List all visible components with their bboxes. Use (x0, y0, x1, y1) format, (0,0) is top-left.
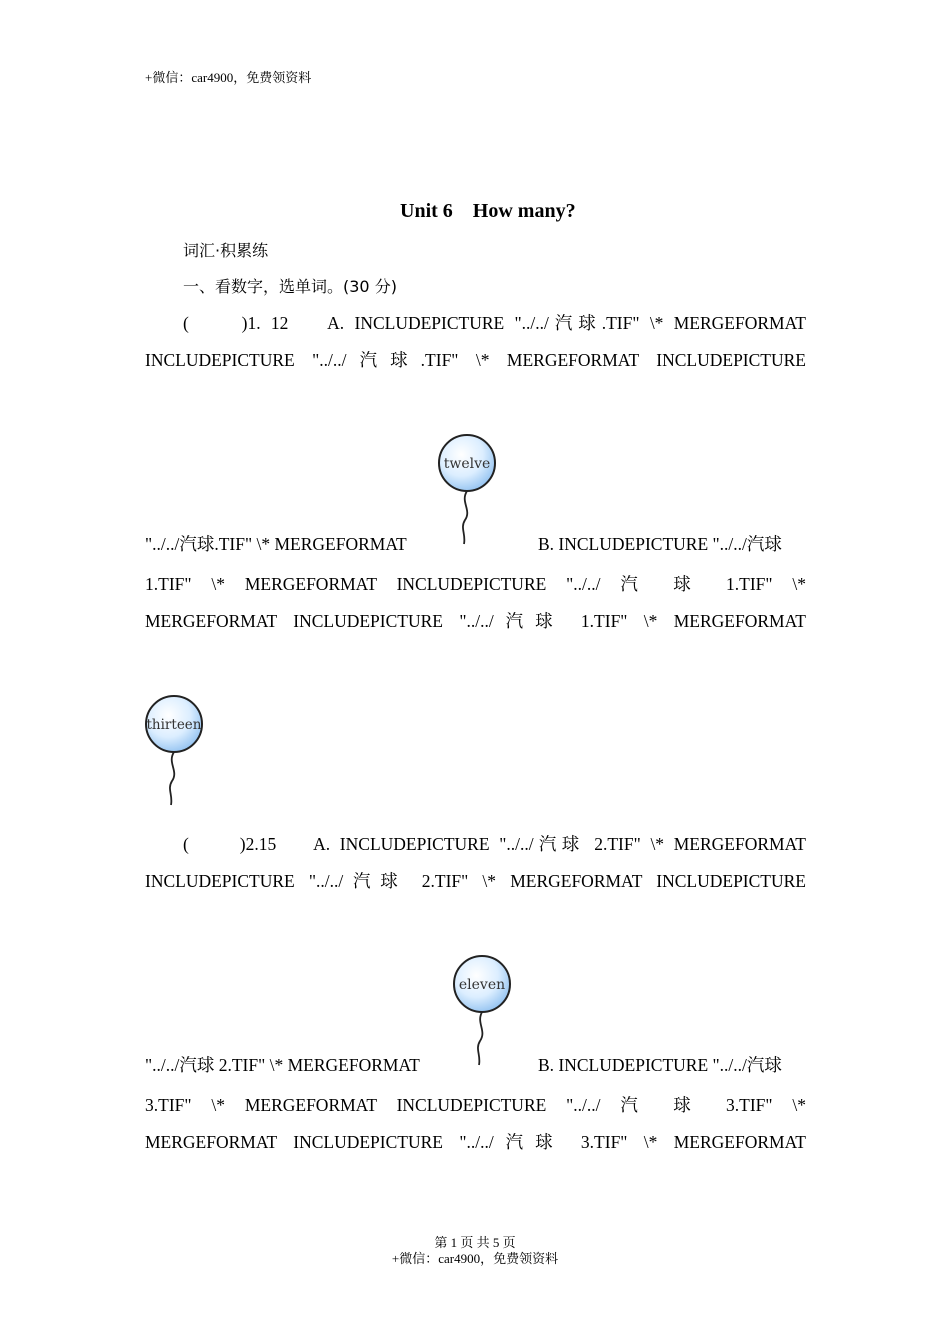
balloon-eleven-label: eleven (458, 977, 506, 993)
part1-heading: 一、看数字，选单词。(30 分) (183, 277, 397, 296)
balloon-eleven-image (450, 951, 514, 1069)
q2-line4: 3.TIF" \* MERGEFORMAT INCLUDEPICTURE "../../ 汽 球 3.TIF" \* (145, 1095, 806, 1115)
q1-line3-right: B. INCLUDEPICTURE "../../汽球 (538, 534, 782, 554)
footer-wechat: +微信：car4900，免费领资料 (391, 1251, 559, 1266)
q2-line3-right: B. INCLUDEPICTURE "../../汽球 (538, 1055, 782, 1075)
q1-line3-left: "../../汽球.TIF" \* MERGEFORMAT (145, 534, 407, 554)
balloon-thirteen-label: thirteen (146, 717, 202, 733)
footer-page-number: 第 1 页 共 5 页 (434, 1235, 516, 1250)
page-title: Unit 6 How many? (400, 200, 576, 222)
q2-line3-left: "../../汽球 2.TIF" \* MERGEFORMAT (145, 1055, 420, 1075)
q1-line1: ( )1. 12 A. INCLUDEPICTURE "../../汽球.TIF" \* MERGEFORMAT (183, 313, 806, 333)
q1-line4: 1.TIF" \* MERGEFORMAT INCLUDEPICTURE "../../ 汽 球 1.TIF" \* (145, 574, 806, 594)
q2-line1: ( )2.15 A. INCLUDEPICTURE "../../汽球 2.TIF" \* MERGEFORMAT (183, 834, 806, 854)
q2-line5: MERGEFORMAT INCLUDEPICTURE "../../汽球 3.TIF" \* MERGEFORMAT (145, 1132, 806, 1152)
section-label: 词汇·积累练 (183, 241, 269, 260)
header-wechat: +微信：car4900，免费领资料 (145, 70, 312, 85)
q1-line5: MERGEFORMAT INCLUDEPICTURE "../../汽球 1.TIF" \* MERGEFORMAT (145, 611, 806, 631)
q2-line2: INCLUDEPICTURE "../../汽球 2.TIF" \* MERGEFORMAT INCLUDEPICTURE (145, 871, 806, 891)
q1-line2: INCLUDEPICTURE "../../汽球.TIF" \* MERGEFORMAT INCLUDEPICTURE (145, 350, 806, 370)
balloon-thirteen-image (143, 691, 207, 809)
balloon-twelve-label: twelve (443, 456, 491, 472)
balloon-twelve-image (436, 430, 500, 548)
